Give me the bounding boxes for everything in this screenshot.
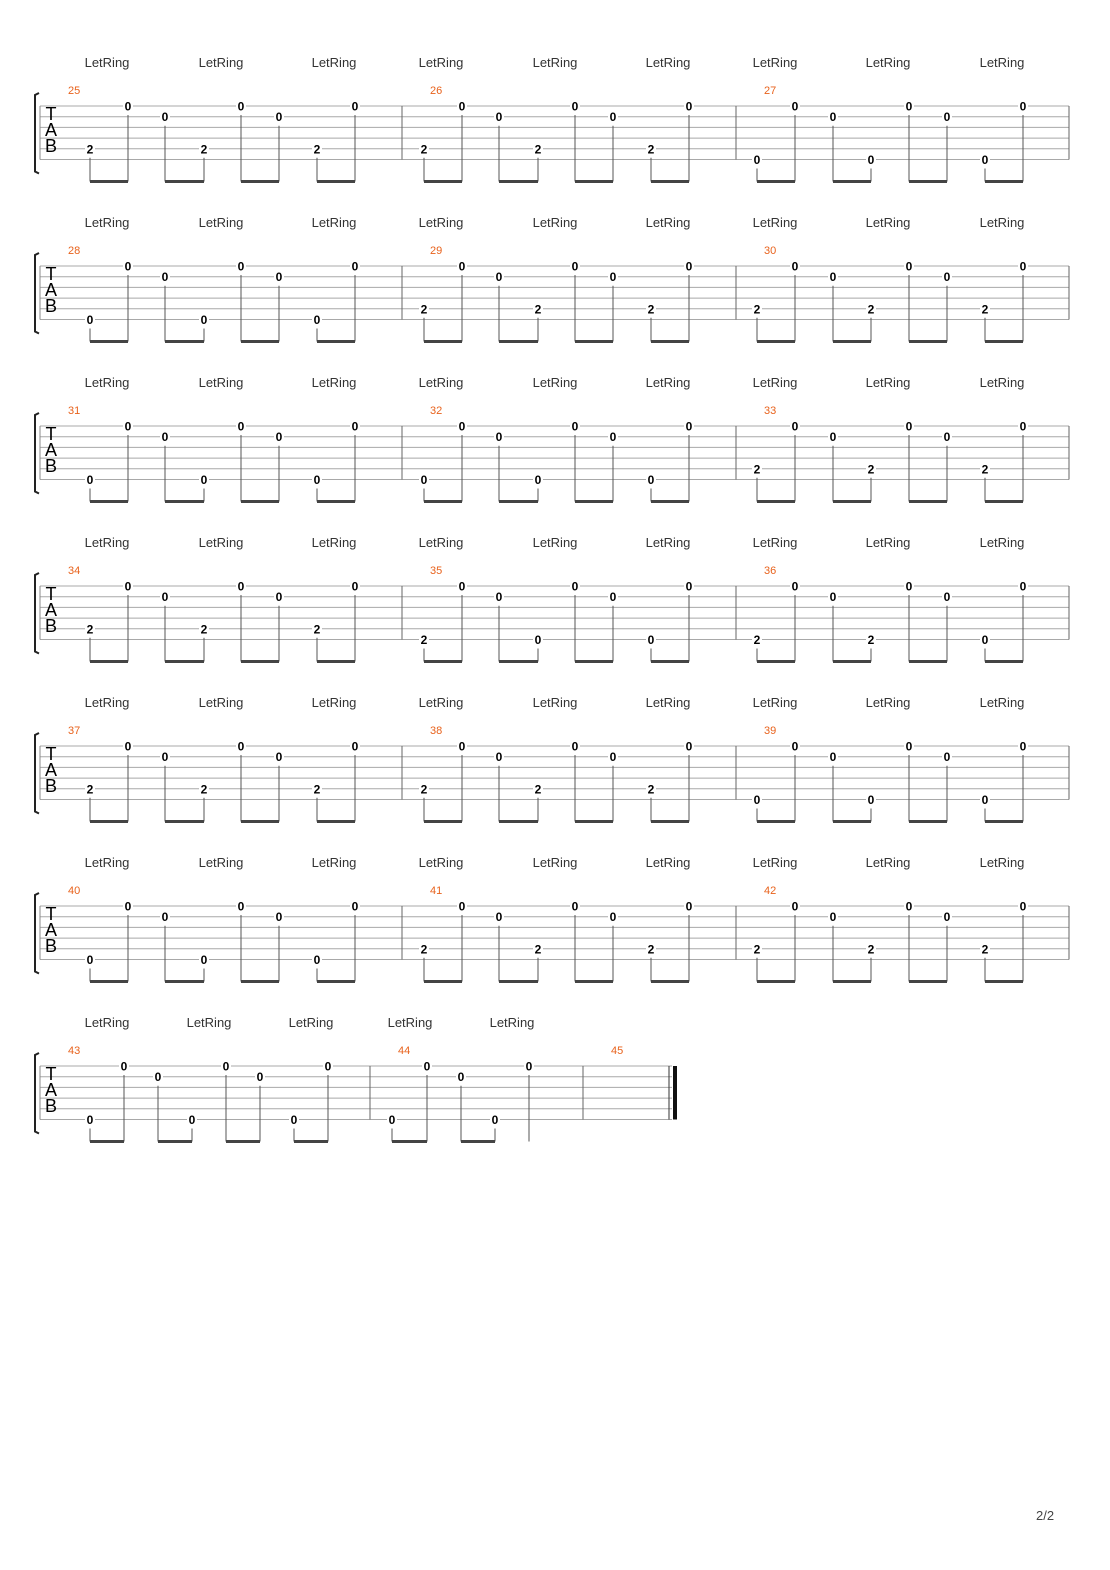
letring-label: LetRing bbox=[865, 375, 911, 390]
fret-number: 0 bbox=[791, 99, 799, 114]
tab-clef-letter: T bbox=[45, 584, 57, 604]
fret-number: 0 bbox=[943, 270, 951, 285]
fret-number: 0 bbox=[200, 313, 208, 327]
letring-label: LetRing bbox=[979, 55, 1025, 70]
letring-label: LetRing bbox=[418, 375, 464, 390]
fret-number: 0 bbox=[275, 270, 283, 285]
fret-number: 2 bbox=[981, 942, 989, 957]
fret-number: 0 bbox=[905, 739, 913, 754]
fret-number: 0 bbox=[124, 259, 132, 274]
fret-number: 0 bbox=[161, 910, 169, 925]
fret-number: 0 bbox=[685, 739, 693, 754]
fret-number: 2 bbox=[753, 302, 761, 317]
fret-number: 2 bbox=[534, 142, 542, 157]
letring-label: LetRing bbox=[645, 215, 691, 230]
measure-number: 29 bbox=[430, 245, 443, 257]
fret-number: 0 bbox=[388, 1113, 396, 1127]
fret-number: 0 bbox=[313, 473, 321, 487]
fret-number: 2 bbox=[534, 942, 542, 957]
letring-label: LetRing bbox=[489, 1015, 535, 1030]
fret-number: 0 bbox=[981, 633, 989, 647]
fret-number: 0 bbox=[351, 739, 359, 754]
measure-number: 31 bbox=[68, 405, 81, 417]
fret-number: 0 bbox=[571, 259, 579, 274]
letring-label: LetRing bbox=[865, 55, 911, 70]
fret-number: 0 bbox=[237, 739, 245, 754]
letring-label: LetRing bbox=[84, 375, 130, 390]
fret-number: 0 bbox=[275, 590, 283, 605]
fret-number: 0 bbox=[161, 590, 169, 605]
fret-number: 0 bbox=[829, 430, 837, 445]
tab-clef-letter: A bbox=[44, 120, 58, 140]
fret-number: 0 bbox=[685, 579, 693, 594]
fret-number: 0 bbox=[458, 259, 466, 274]
fret-number: 0 bbox=[458, 419, 466, 434]
fret-number: 0 bbox=[753, 793, 761, 807]
fret-number: 0 bbox=[351, 259, 359, 274]
letring-label: LetRing bbox=[311, 55, 357, 70]
fret-number: 0 bbox=[124, 579, 132, 594]
letring-label: LetRing bbox=[84, 1015, 130, 1030]
fret-number: 0 bbox=[275, 910, 283, 925]
letring-label: LetRing bbox=[752, 55, 798, 70]
fret-number: 2 bbox=[313, 622, 321, 637]
fret-number: 0 bbox=[905, 99, 913, 114]
letring-label: LetRing bbox=[84, 55, 130, 70]
fret-number: 0 bbox=[351, 579, 359, 594]
fret-number: 0 bbox=[161, 270, 169, 285]
system-bracket bbox=[35, 93, 39, 174]
fret-number: 0 bbox=[525, 1059, 533, 1074]
fret-number: 0 bbox=[829, 590, 837, 605]
letring-label: LetRing bbox=[979, 855, 1025, 870]
fret-number: 0 bbox=[188, 1113, 196, 1127]
fret-number: 2 bbox=[200, 622, 208, 637]
measure-number: 28 bbox=[68, 245, 81, 257]
letring-label: LetRing bbox=[387, 1015, 433, 1030]
letring-label: LetRing bbox=[752, 375, 798, 390]
fret-number: 0 bbox=[237, 259, 245, 274]
fret-number: 0 bbox=[867, 793, 875, 807]
tab-clef-letter: T bbox=[45, 1064, 57, 1084]
letring-label: LetRing bbox=[865, 855, 911, 870]
letring-label: LetRing bbox=[288, 1015, 334, 1030]
measure-number: 41 bbox=[430, 885, 443, 897]
fret-number: 0 bbox=[1019, 259, 1027, 274]
fret-number: 0 bbox=[571, 579, 579, 594]
fret-number: 0 bbox=[457, 1070, 465, 1085]
fret-number: 0 bbox=[161, 430, 169, 445]
fret-number: 2 bbox=[647, 302, 655, 317]
fret-number: 0 bbox=[495, 910, 503, 925]
tab-clef-letter: B bbox=[44, 936, 58, 956]
fret-number: 0 bbox=[943, 110, 951, 125]
letring-label: LetRing bbox=[198, 695, 244, 710]
fret-number: 2 bbox=[420, 782, 428, 797]
tab-clef-letter: B bbox=[44, 616, 58, 636]
letring-label: LetRing bbox=[532, 855, 578, 870]
fret-number: 0 bbox=[647, 633, 655, 647]
tab-clef-letter: A bbox=[44, 280, 58, 300]
fret-number: 0 bbox=[458, 739, 466, 754]
letring-label: LetRing bbox=[979, 375, 1025, 390]
measure-number: 45 bbox=[611, 1045, 624, 1057]
letring-label: LetRing bbox=[311, 375, 357, 390]
fret-number: 0 bbox=[237, 99, 245, 114]
letring-label: LetRing bbox=[645, 55, 691, 70]
measure-number: 25 bbox=[68, 85, 81, 97]
fret-number: 2 bbox=[867, 462, 875, 477]
fret-number: 0 bbox=[495, 750, 503, 765]
tab-clef-letter: B bbox=[44, 296, 58, 316]
fret-number: 0 bbox=[609, 590, 617, 605]
tab-clef-letter: T bbox=[45, 904, 57, 924]
system-bracket bbox=[35, 413, 39, 494]
fret-number: 2 bbox=[981, 462, 989, 477]
fret-number: 0 bbox=[905, 899, 913, 914]
fret-number: 0 bbox=[981, 153, 989, 167]
fret-number: 0 bbox=[829, 270, 837, 285]
fret-number: 0 bbox=[981, 793, 989, 807]
fret-number: 0 bbox=[86, 473, 94, 487]
fret-number: 0 bbox=[495, 590, 503, 605]
fret-number: 2 bbox=[753, 633, 761, 647]
fret-number: 0 bbox=[1019, 739, 1027, 754]
fret-number: 0 bbox=[275, 430, 283, 445]
fret-number: 0 bbox=[154, 1070, 162, 1085]
fret-number: 0 bbox=[256, 1070, 264, 1085]
measure-number: 27 bbox=[764, 85, 777, 97]
fret-number: 2 bbox=[86, 142, 94, 157]
fret-number: 2 bbox=[420, 942, 428, 957]
letring-label: LetRing bbox=[311, 695, 357, 710]
letring-label: LetRing bbox=[532, 55, 578, 70]
fret-number: 0 bbox=[237, 419, 245, 434]
letring-label: LetRing bbox=[865, 695, 911, 710]
measure-number: 34 bbox=[68, 565, 81, 577]
fret-number: 0 bbox=[458, 99, 466, 114]
letring-label: LetRing bbox=[198, 375, 244, 390]
system-bracket bbox=[35, 733, 39, 814]
fret-number: 0 bbox=[275, 110, 283, 125]
fret-number: 2 bbox=[534, 302, 542, 317]
fret-number: 0 bbox=[791, 419, 799, 434]
fret-number: 0 bbox=[943, 750, 951, 765]
letring-label: LetRing bbox=[198, 855, 244, 870]
fret-number: 2 bbox=[420, 142, 428, 157]
measure-number: 35 bbox=[430, 565, 443, 577]
fret-number: 0 bbox=[237, 579, 245, 594]
fret-number: 0 bbox=[685, 259, 693, 274]
letring-label: LetRing bbox=[198, 215, 244, 230]
tab-clef-letter: T bbox=[45, 424, 57, 444]
tab-clef-letter: T bbox=[45, 104, 57, 124]
fret-number: 0 bbox=[829, 910, 837, 925]
fret-number: 0 bbox=[609, 910, 617, 925]
fret-number: 0 bbox=[1019, 579, 1027, 594]
tab-clef-letter: B bbox=[44, 1096, 58, 1116]
fret-number: 2 bbox=[534, 782, 542, 797]
fret-number: 0 bbox=[420, 473, 428, 487]
letring-label: LetRing bbox=[532, 215, 578, 230]
fret-number: 0 bbox=[571, 899, 579, 914]
fret-number: 0 bbox=[571, 739, 579, 754]
fret-number: 2 bbox=[867, 302, 875, 317]
fret-number: 0 bbox=[647, 473, 655, 487]
letring-label: LetRing bbox=[752, 535, 798, 550]
fret-number: 0 bbox=[120, 1059, 128, 1074]
letring-label: LetRing bbox=[198, 55, 244, 70]
fret-number: 2 bbox=[200, 782, 208, 797]
fret-number: 0 bbox=[161, 750, 169, 765]
fret-number: 0 bbox=[313, 313, 321, 327]
fret-number: 0 bbox=[495, 110, 503, 125]
system-bracket bbox=[35, 253, 39, 334]
tab-clef-letter: A bbox=[44, 920, 58, 940]
measure-number: 44 bbox=[398, 1045, 411, 1057]
fret-number: 0 bbox=[1019, 419, 1027, 434]
letring-label: LetRing bbox=[979, 215, 1025, 230]
fret-number: 0 bbox=[829, 110, 837, 125]
letring-label: LetRing bbox=[532, 535, 578, 550]
fret-number: 2 bbox=[981, 302, 989, 317]
letring-label: LetRing bbox=[84, 535, 130, 550]
fret-number: 0 bbox=[495, 430, 503, 445]
fret-number: 0 bbox=[753, 153, 761, 167]
fret-number: 0 bbox=[124, 99, 132, 114]
fret-number: 0 bbox=[351, 419, 359, 434]
fret-number: 0 bbox=[86, 313, 94, 327]
letring-label: LetRing bbox=[311, 535, 357, 550]
fret-number: 0 bbox=[685, 899, 693, 914]
fret-number: 0 bbox=[943, 910, 951, 925]
fret-number: 2 bbox=[86, 622, 94, 637]
fret-number: 0 bbox=[324, 1059, 332, 1074]
letring-label: LetRing bbox=[865, 535, 911, 550]
letring-label: LetRing bbox=[418, 535, 464, 550]
fret-number: 0 bbox=[495, 270, 503, 285]
fret-number: 0 bbox=[124, 899, 132, 914]
fret-number: 0 bbox=[351, 899, 359, 914]
measure-number: 36 bbox=[764, 565, 777, 577]
letring-label: LetRing bbox=[752, 855, 798, 870]
tab-clef-letter: A bbox=[44, 1080, 58, 1100]
letring-label: LetRing bbox=[865, 215, 911, 230]
letring-label: LetRing bbox=[645, 695, 691, 710]
fret-number: 0 bbox=[458, 579, 466, 594]
measure-number: 38 bbox=[430, 725, 443, 737]
letring-label: LetRing bbox=[418, 695, 464, 710]
letring-label: LetRing bbox=[645, 375, 691, 390]
letring-label: LetRing bbox=[418, 855, 464, 870]
measure-number: 39 bbox=[764, 725, 777, 737]
tab-clef-letter: B bbox=[44, 456, 58, 476]
fret-number: 0 bbox=[829, 750, 837, 765]
tab-clef-letter: B bbox=[44, 136, 58, 156]
fret-number: 0 bbox=[609, 270, 617, 285]
fret-number: 0 bbox=[200, 473, 208, 487]
measure-number: 33 bbox=[764, 405, 777, 417]
fret-number: 0 bbox=[571, 419, 579, 434]
letring-label: LetRing bbox=[979, 695, 1025, 710]
fret-number: 0 bbox=[609, 750, 617, 765]
measure-number: 26 bbox=[430, 85, 443, 97]
fret-number: 0 bbox=[423, 1059, 431, 1074]
letring-label: LetRing bbox=[311, 855, 357, 870]
fret-number: 0 bbox=[905, 259, 913, 274]
letring-label: LetRing bbox=[84, 215, 130, 230]
fret-number: 0 bbox=[1019, 99, 1027, 114]
fret-number: 2 bbox=[86, 782, 94, 797]
fret-number: 2 bbox=[647, 142, 655, 157]
fret-number: 2 bbox=[867, 942, 875, 957]
fret-number: 0 bbox=[943, 430, 951, 445]
letring-label: LetRing bbox=[418, 215, 464, 230]
system-bracket bbox=[35, 1053, 39, 1134]
fret-number: 0 bbox=[534, 473, 542, 487]
fret-number: 2 bbox=[647, 782, 655, 797]
letring-label: LetRing bbox=[979, 535, 1025, 550]
measure-number: 30 bbox=[764, 245, 777, 257]
fret-number: 0 bbox=[313, 953, 321, 967]
tab-clef-letter: T bbox=[45, 744, 57, 764]
measure-number: 32 bbox=[430, 405, 443, 417]
fret-number: 0 bbox=[86, 1113, 94, 1127]
fret-number: 2 bbox=[647, 942, 655, 957]
fret-number: 2 bbox=[753, 942, 761, 957]
fret-number: 0 bbox=[905, 419, 913, 434]
letring-label: LetRing bbox=[752, 695, 798, 710]
fret-number: 0 bbox=[609, 430, 617, 445]
letring-label: LetRing bbox=[84, 855, 130, 870]
fret-number: 2 bbox=[200, 142, 208, 157]
system-bracket bbox=[35, 573, 39, 654]
letring-label: LetRing bbox=[198, 535, 244, 550]
letring-label: LetRing bbox=[752, 215, 798, 230]
fret-number: 0 bbox=[86, 953, 94, 967]
fret-number: 0 bbox=[685, 419, 693, 434]
fret-number: 0 bbox=[867, 153, 875, 167]
fret-number: 2 bbox=[867, 633, 875, 647]
fret-number: 0 bbox=[237, 899, 245, 914]
fret-number: 0 bbox=[275, 750, 283, 765]
fret-number: 0 bbox=[351, 99, 359, 114]
fret-number: 0 bbox=[161, 110, 169, 125]
fret-number: 0 bbox=[791, 899, 799, 914]
letring-label: LetRing bbox=[311, 215, 357, 230]
fret-number: 0 bbox=[200, 953, 208, 967]
page-number: 2/2 bbox=[1036, 1508, 1055, 1523]
measure-number: 40 bbox=[68, 885, 81, 897]
fret-number: 2 bbox=[313, 782, 321, 797]
fret-number: 0 bbox=[791, 579, 799, 594]
fret-number: 0 bbox=[791, 259, 799, 274]
fret-number: 0 bbox=[1019, 899, 1027, 914]
tab-clef-letter: T bbox=[45, 264, 57, 284]
fret-number: 0 bbox=[124, 739, 132, 754]
fret-number: 0 bbox=[458, 899, 466, 914]
fret-number: 0 bbox=[290, 1113, 298, 1127]
fret-number: 2 bbox=[420, 633, 428, 647]
tab-clef-letter: A bbox=[44, 440, 58, 460]
tab-clef-letter: A bbox=[44, 760, 58, 780]
fret-number: 0 bbox=[609, 110, 617, 125]
letring-label: LetRing bbox=[186, 1015, 232, 1030]
measure-number: 42 bbox=[764, 885, 777, 897]
measure-number: 37 bbox=[68, 725, 81, 737]
fret-number: 0 bbox=[791, 739, 799, 754]
fret-number: 0 bbox=[124, 419, 132, 434]
fret-number: 0 bbox=[905, 579, 913, 594]
letring-label: LetRing bbox=[84, 695, 130, 710]
letring-label: LetRing bbox=[645, 855, 691, 870]
fret-number: 2 bbox=[313, 142, 321, 157]
fret-number: 2 bbox=[753, 462, 761, 477]
letring-label: LetRing bbox=[418, 55, 464, 70]
fret-number: 2 bbox=[420, 302, 428, 317]
measure-number: 43 bbox=[68, 1045, 81, 1057]
system-bracket bbox=[35, 893, 39, 974]
fret-number: 0 bbox=[943, 590, 951, 605]
fret-number: 0 bbox=[491, 1113, 499, 1127]
letring-label: LetRing bbox=[645, 535, 691, 550]
fret-number: 0 bbox=[534, 633, 542, 647]
letring-label: LetRing bbox=[532, 375, 578, 390]
fret-number: 0 bbox=[222, 1059, 230, 1074]
tab-clef-letter: A bbox=[44, 600, 58, 620]
letring-label: LetRing bbox=[532, 695, 578, 710]
fret-number: 0 bbox=[571, 99, 579, 114]
fret-number: 0 bbox=[685, 99, 693, 114]
final-barline-thick bbox=[673, 1066, 677, 1120]
tab-clef-letter: B bbox=[44, 776, 58, 796]
